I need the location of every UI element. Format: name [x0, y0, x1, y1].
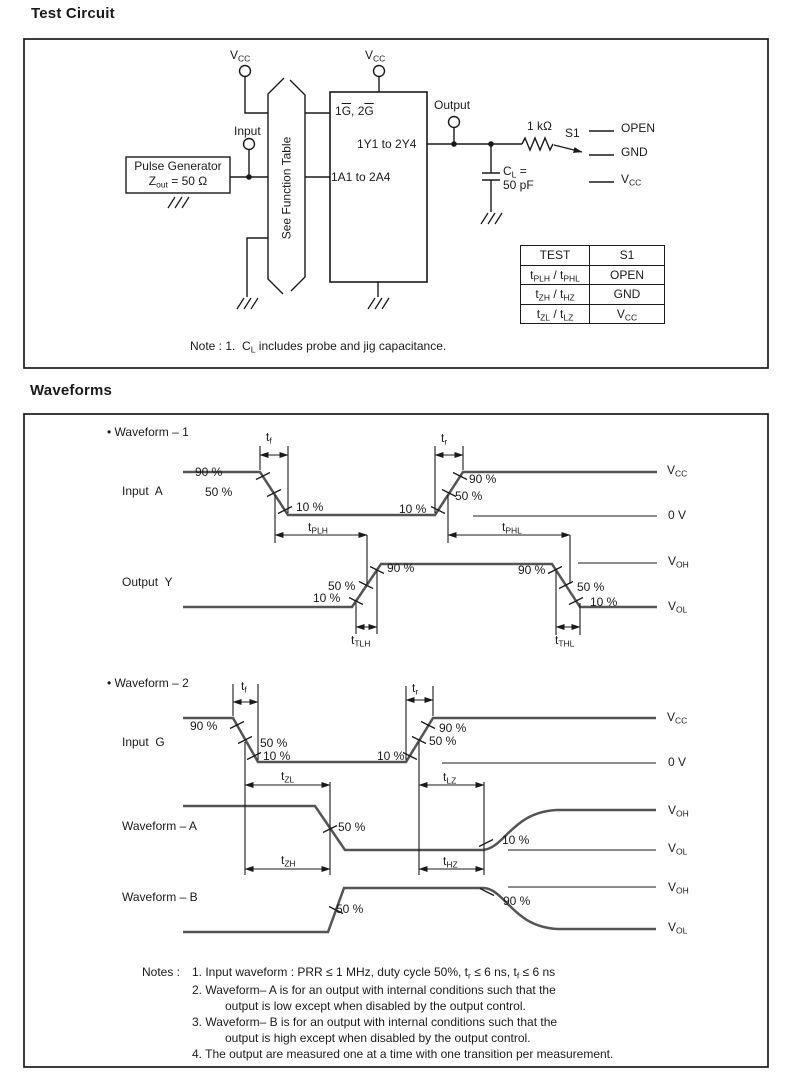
table-header-s1: S1 — [590, 246, 665, 266]
table-cell-test: $t_{PLH} / t_{PHL}$ — [521, 265, 590, 285]
note-2-line2: output is low except when disabled by the output control. — [225, 999, 526, 1013]
w1-input-90-rise-label: 90 % — [469, 472, 497, 486]
resistor-label: 1 kΩ — [527, 119, 552, 133]
w1-vol-label: $V_{OL}$ — [668, 599, 688, 615]
waveform2-title: • Waveform – 2 — [107, 676, 189, 690]
w1-output-10-rise-label: 10 % — [313, 591, 341, 605]
pulse-generator-label-line2: $Z_{out} = 50$ Ω — [148, 174, 208, 190]
w1-output-50-fall-label: 50 % — [577, 580, 605, 594]
note-3-line1: 3. Waveform– B is for an output with internal conditions such that the — [192, 1015, 558, 1029]
table-row — [521, 304, 665, 324]
w2-tzl-label: $t_{ZL}$ — [281, 769, 295, 785]
waveform-a-row-label: Waveform – A — [122, 819, 197, 833]
w1-output-90-fall-label: 90 % — [518, 563, 546, 577]
w1-output-50-rise-label: 50 % — [328, 579, 356, 593]
w2-input-50-fall-label: 50 % — [260, 736, 288, 750]
w2-0v-label: 0 V — [668, 755, 687, 769]
wb-90-label: 90 % — [503, 894, 531, 908]
note-2-line1: 2. Waveform– A is for an output with internal conditions such that the — [192, 983, 556, 997]
w1-tr-label: $t_r$ — [441, 431, 448, 447]
w1-tf-label: $t_f$ — [266, 430, 272, 446]
w2-input-10-rise-label: 10 % — [377, 749, 405, 763]
table-row — [521, 265, 665, 285]
w2-tlz-label: $t_{LZ}$ — [443, 770, 457, 786]
table-header-test: TEST — [521, 246, 590, 266]
output-terminal-label: Output — [434, 98, 471, 112]
w1-tthl-label: $t_{THL}$ — [555, 633, 575, 649]
table-cell-s1: OPEN — [590, 265, 665, 285]
table-row — [521, 285, 665, 305]
wb-50-label: 50 % — [336, 902, 364, 916]
w2-input-10-fall-label: 10 % — [263, 749, 291, 763]
note-3-line2: output is high except when disabled by the output control. — [225, 1031, 531, 1045]
ic-pin-outputs: 1Y1 to 2Y4 — [357, 137, 417, 151]
s1-test-table — [520, 245, 665, 324]
table-row — [521, 246, 665, 266]
w2-input-90-fall-label: 90 % — [190, 719, 218, 733]
w2-tf-label: $t_f$ — [241, 679, 247, 695]
w1-voh-label: $V_{OH}$ — [668, 554, 689, 570]
table-cell-s1: $V_{CC}$ — [590, 304, 665, 324]
wa-vol-label: $V_{OL}$ — [668, 841, 688, 857]
cap-label-line1: $C_L$ = — [503, 164, 527, 180]
w2-tr-label: $t_r$ — [412, 681, 419, 697]
vcc-ic-label: $V_{CC}$ — [365, 48, 386, 64]
w1-tphl-label: $t_{PHL}$ — [502, 520, 522, 536]
vcc-left-label: $V_{CC}$ — [230, 48, 251, 64]
waveforms-heading: Waveforms — [30, 382, 113, 399]
w1-output-row-label: Output Y — [122, 575, 173, 589]
notes-heading: Notes : — [142, 965, 181, 979]
w1-input-10-rise-label: 10 % — [399, 502, 427, 516]
w1-input-10-fall-label: 10 % — [296, 500, 324, 514]
waveform1-title: • Waveform – 1 — [107, 425, 189, 439]
w1-vcc-label: $V_{CC}$ — [667, 463, 688, 479]
w2-vcc-label: $V_{CC}$ — [667, 710, 688, 726]
switch-open-label: OPEN — [621, 121, 656, 135]
switch-vcc-label: $V_{CC}$ — [621, 172, 642, 188]
w2-thz-label: $t_{HZ}$ — [443, 854, 458, 870]
wb-vol-label: $V_{OL}$ — [668, 920, 688, 936]
input-terminal-label: Input — [234, 124, 261, 138]
note-4: 4. The output are measured one at a time with one transition per measurement. — [192, 1047, 614, 1061]
circuit-note: Note : 1. $C_L$ includes probe and jig capacitance. — [190, 339, 447, 355]
pulse-generator-label-line1: Pulse Generator — [134, 159, 222, 173]
w1-output-10-fall-label: 10 % — [590, 595, 618, 609]
switch-gnd-label: GND — [621, 145, 648, 159]
waveform-b-row-label: Waveform – B — [122, 890, 198, 904]
w2-input-90-rise-label: 90 % — [439, 721, 467, 735]
w1-ttlh-label: $t_{TLH}$ — [351, 633, 371, 649]
w2-input-50-rise-label: 50 % — [429, 734, 457, 748]
w1-input-50-rise-label: 50 % — [455, 489, 483, 503]
w1-0v-label: 0 V — [668, 508, 687, 522]
note-1: 1. Input waveform : PRR ≤ 1 MHz, duty cycle 50%, $t_r \le 6$ ns, $t_f \le 6$ ns — [192, 965, 556, 981]
table-cell-test: $t_{ZL} / t_{LZ}$ — [521, 304, 590, 324]
wb-voh-label: $V_{OH}$ — [668, 880, 689, 896]
cap-label-line2: 50 pF — [503, 178, 534, 192]
wa-50-label: 50 % — [338, 820, 366, 834]
ic-pin-inputs: 1A1 to 2A4 — [331, 170, 391, 184]
w1-input-90-fall-label: 90 % — [195, 465, 223, 479]
wa-10-label: 10 % — [502, 833, 530, 847]
ic-pin-enable: $1\overline{G}$, $2\overline{G}$ — [335, 104, 374, 118]
switch-label: S1 — [565, 126, 580, 140]
test-circuit-heading: Test Circuit — [31, 5, 115, 22]
wa-voh-label: $V_{OH}$ — [668, 803, 689, 819]
w1-input-row-label: Input A — [122, 484, 163, 498]
w2-tzh-label: $t_{ZH}$ — [281, 853, 296, 869]
bus-bundle-label: See Function Table — [279, 136, 294, 240]
w1-input-50-fall-label: 50 % — [205, 485, 233, 499]
w2-input-row-label: Input G — [122, 735, 165, 749]
table-cell-s1: GND — [590, 285, 665, 305]
w1-tplh-label: $t_{PLH}$ — [308, 520, 328, 536]
w1-output-90-rise-label: 90 % — [387, 561, 415, 575]
table-cell-test: $t_{ZH} / t_{HZ}$ — [521, 285, 590, 305]
